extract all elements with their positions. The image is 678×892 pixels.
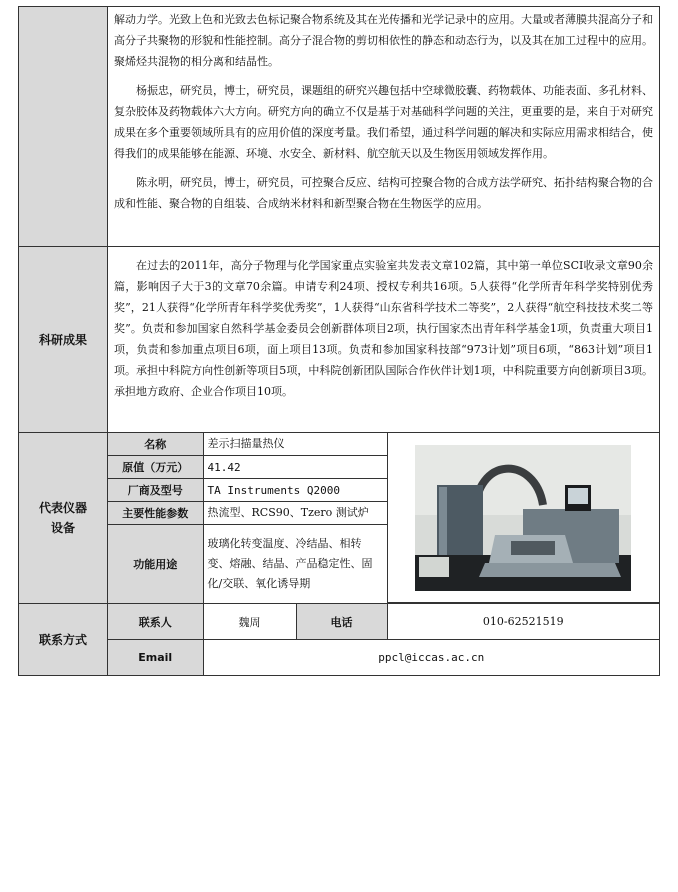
equipment-performance-value: 热流型、RCS90、Tzero 测试炉 bbox=[203, 502, 387, 525]
research-label-cell bbox=[19, 7, 108, 247]
contact-person-key: 联系人 bbox=[108, 604, 203, 640]
equipment-use-value: 玻璃化转变温度、冷结晶、相转变、熔融、结晶、产品稳定性、固化/交联、氧化诱导期 bbox=[203, 525, 387, 603]
contact-phone-value: 010-62521519 bbox=[387, 604, 659, 640]
document-page bbox=[18, 6, 659, 676]
equipment-maker-key: 厂商及型号 bbox=[108, 479, 203, 502]
contact-table bbox=[108, 604, 659, 675]
equipment-table bbox=[108, 433, 659, 603]
equipment-value-key: 原值（万元） bbox=[108, 456, 203, 479]
equipment-name-value: 差示扫描量热仪 bbox=[203, 433, 387, 456]
equipment-value-value: 41.42 bbox=[203, 456, 387, 479]
equipment-use-key: 功能用途 bbox=[108, 525, 203, 603]
contact-email-key: Email bbox=[108, 640, 203, 676]
research-paragraph: 陈永明，研究员，博士，研究员，可控聚合反应、结构可控聚合物的合成方法学研究、拓扑结构聚合物的合成和性能、聚合物的自组装、合成纳米材料和新型聚合物在生物医学的应用。 bbox=[114, 176, 653, 210]
equipment-maker-value: TA Instruments Q2000 bbox=[203, 479, 387, 502]
contact-cell bbox=[108, 604, 660, 676]
achievements-label: 科研成果 bbox=[19, 247, 108, 433]
contact-phone-key: 电话 bbox=[296, 604, 387, 640]
equipment-cell bbox=[108, 433, 660, 604]
info-table bbox=[18, 6, 660, 676]
dsc-instrument-photo bbox=[415, 445, 631, 591]
equipment-label-text: 代表仪器设备 bbox=[38, 501, 87, 535]
research-paragraph: 杨振忠，研究员，博士，研究员，课题组的研究兴趣包括中空球微胶囊、药物载体、功能表面、多孔材料、复杂胶体及药物载体六大方向。研究方向的确立不仅是基于对基础科学问题的关注，更重要的是，来自于对研究成果在多个重要领域所具有的应用价值的深度考量。我们希望，通过科学问题的解决和实际应用需求相结合，使得我们的成果能够在能源、环境、水安全、新材料、航空航天以及生物医用领域发挥作用。 bbox=[114, 84, 653, 160]
achievements-text-cell bbox=[108, 247, 660, 433]
contact-email-value[interactable]: ppcl@iccas.ac.cn bbox=[203, 640, 659, 676]
contact-label: 联系方式 bbox=[19, 604, 108, 676]
research-paragraph: 解动力学。光致上色和光致去色标记聚合物系统及其在光传播和光学记录中的应用。大量或者薄膜共混高分子和高分子共聚物的形貌和性能控制。高分子混合物的剪切相依性的静态和动态行为，以及其在加工过程中的应用。聚烯烃共混物的相分离和结晶性。 bbox=[114, 13, 653, 68]
equipment-name-key: 名称 bbox=[108, 433, 203, 456]
equipment-label bbox=[19, 433, 108, 604]
achievements-paragraph: 在过去的2011年，高分子物理与化学国家重点实验室共发表文章102篇，其中第一单位SCI收录文章90余篇，影响因子大于3的文章70余篇。申请专利24项、授权专利共16项。5人获得“化学所青年科学奖特别优秀奖”，21人获得“化学所青年科学奖优秀奖”，1人获得“山东省科学技术二等奖”，2人获得“航空科技技术奖二等奖”。负责和参加国家自然科学基金委员会创新群体项目2项，执行国家杰出青年科学基金1项，负责重大项目1项，负责和参加重点项目6项，面上项目13项。负责和参加国家科技部“973计划”项目6项，“863计划”项目1项。承担中科院方向性创新等项目5项，中科院创新团队国际合作伙伴计划1项，中科院重要方向创新项目3项。承担地方政府、企业合作项目10项。 bbox=[114, 259, 653, 398]
research-text-cell bbox=[108, 7, 660, 247]
equipment-photo-cell bbox=[387, 433, 659, 603]
equipment-performance-key: 主要性能参数 bbox=[108, 502, 203, 525]
contact-person-value: 魏周 bbox=[203, 604, 296, 640]
